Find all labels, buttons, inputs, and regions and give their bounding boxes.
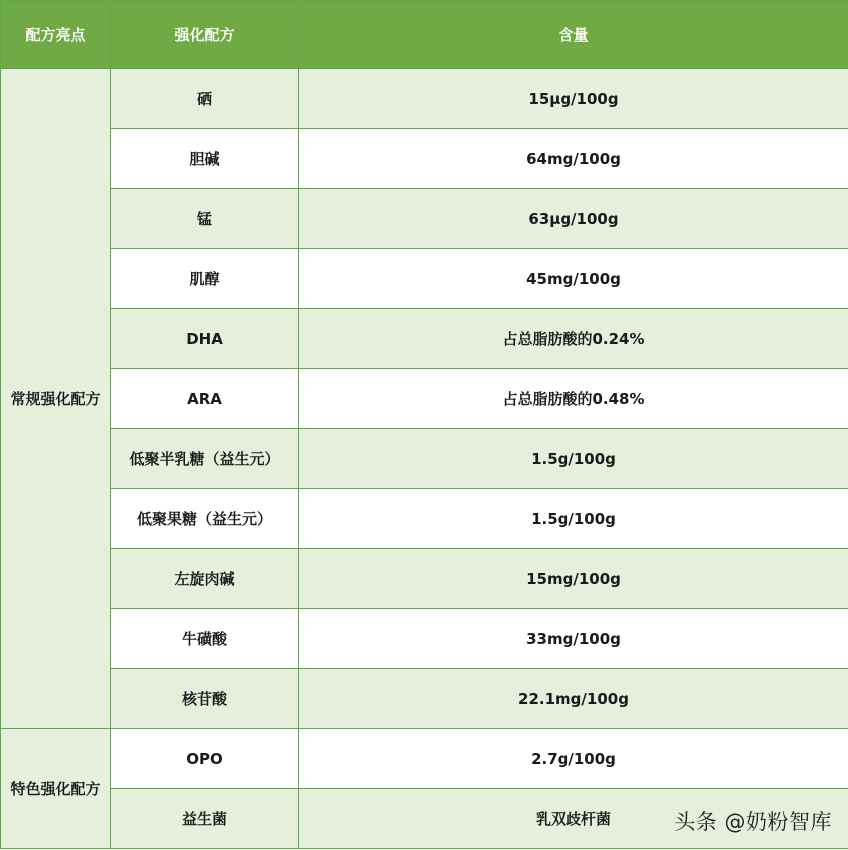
formula-amount: 64mg/100g	[299, 129, 848, 189]
formula-name: 牛磺酸	[111, 609, 299, 669]
formula-name: 肌醇	[111, 249, 299, 309]
table-row	[1, 549, 848, 609]
table-row	[1, 429, 848, 489]
table-row	[1, 669, 848, 729]
formula-amount: 15μg/100g	[299, 69, 848, 129]
table-row	[1, 729, 848, 789]
formula-name: 胆碱	[111, 129, 299, 189]
formula-amount: 占总脂肪酸的0.24%	[299, 309, 848, 369]
formula-amount: 45mg/100g	[299, 249, 848, 309]
table-row	[1, 369, 848, 429]
formula-name: 益生菌	[111, 789, 299, 849]
formula-name: 低聚果糖（益生元）	[111, 489, 299, 549]
formula-amount: 22.1mg/100g	[299, 669, 848, 729]
formula-amount: 2.7g/100g	[299, 729, 848, 789]
table-row	[1, 489, 848, 549]
header-highlight: 配方亮点	[1, 1, 111, 69]
table-row	[1, 609, 848, 669]
formula-name: 硒	[111, 69, 299, 129]
formula-amount: 1.5g/100g	[299, 489, 848, 549]
group-label-regular: 常规强化配方	[1, 69, 111, 729]
watermark-text: 头条 @奶粉智库	[674, 810, 832, 834]
formula-amount: 15mg/100g	[299, 549, 848, 609]
formula-amount: 占总脂肪酸的0.48%	[299, 369, 848, 429]
table-row	[1, 129, 848, 189]
header-formula: 强化配方	[111, 1, 299, 69]
formula-name: ARA	[111, 369, 299, 429]
table-row	[1, 189, 848, 249]
table-row	[1, 309, 848, 369]
formula-name: 左旋肉碱	[111, 549, 299, 609]
formula-amount: 乳双歧杆菌	[299, 789, 848, 849]
table-row	[1, 69, 848, 129]
formula-amount: 1.5g/100g	[299, 429, 848, 489]
table-row	[1, 249, 848, 309]
formula-name: 核苷酸	[111, 669, 299, 729]
header-amount: 含量	[299, 1, 848, 69]
group-label-special: 特色强化配方	[1, 729, 111, 849]
formula-name: OPO	[111, 729, 299, 789]
formula-name: 低聚半乳糖（益生元）	[111, 429, 299, 489]
formula-amount: 63μg/100g	[299, 189, 848, 249]
formula-amount: 33mg/100g	[299, 609, 848, 669]
formula-name: 锰	[111, 189, 299, 249]
formula-name: DHA	[111, 309, 299, 369]
table-header-row	[1, 1, 848, 69]
